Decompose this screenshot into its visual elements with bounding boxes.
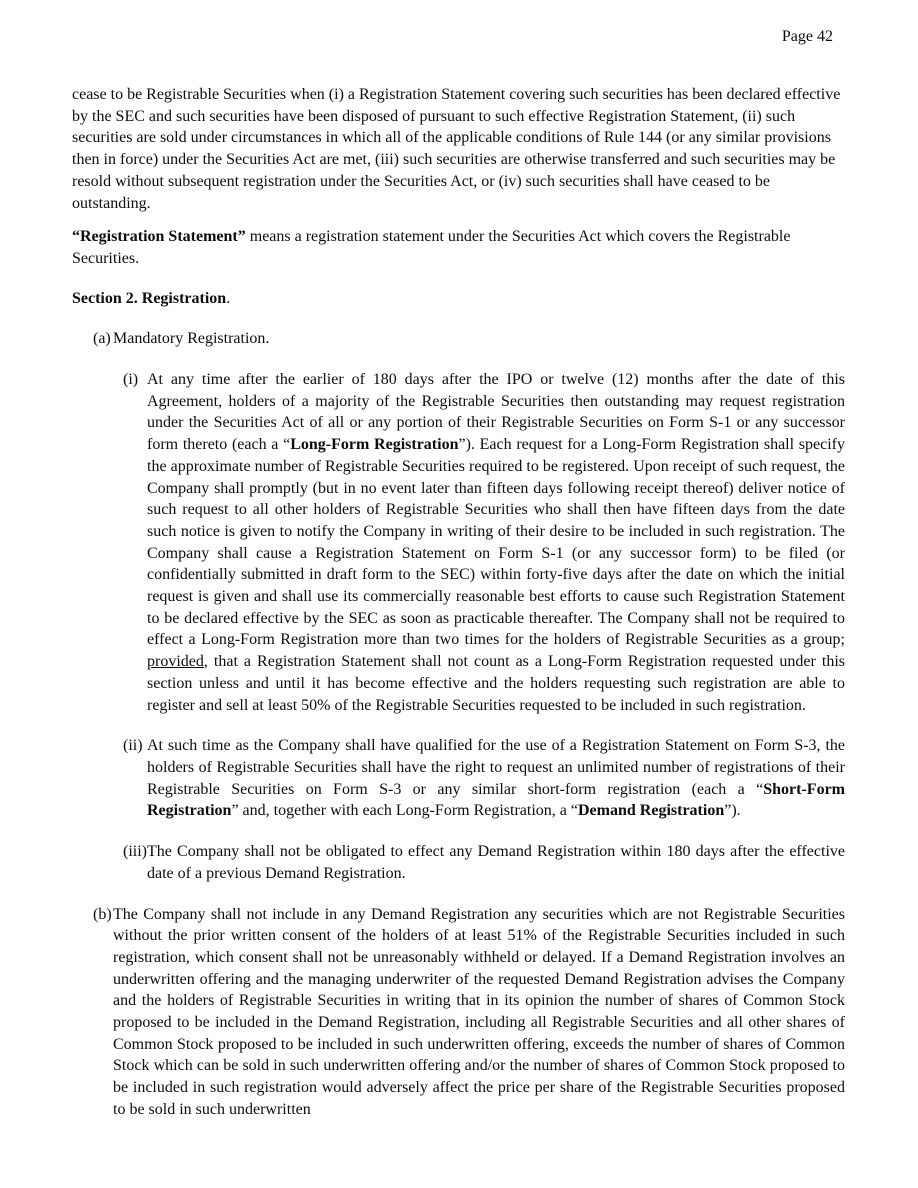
list-marker-a-i: (i) <box>123 371 139 389</box>
list-marker-a: (a) <box>93 330 111 348</box>
list-marker-b: (b) <box>93 905 112 923</box>
definition-paragraph: “Registration Statement” means a registration statement under the Securities Act which covers the Registrable Securities. <box>72 228 791 267</box>
list-item-a-i-text: At any time after the earlier of 180 days after the IPO or twelve (12) months after the date of this Agreement, holders of a majority of the Registrable Securities then outstanding may request registration under the Securities Act of all or any portion of their Registrable Securities on Form S-1 or any successor form thereto (each a “Long-Form Registration”). Each request for a Long-Form Registration shall specify the approximate number of Registrable Securities required to be registered. Upon receipt of such request, the Company shall promptly (but in no event later than fifteen days following receipt thereof) deliver notice of such request to all other holders of Registrable Securities who shall then have fifteen days from the date such notice is given to notify the Company in writing of their desire to be included in such registration. The Company shall cause a Registration Statement on Form S-1 (or any successor form) to be filed (or confidentially submitted in draft form to the SEC) within forty-five days after the date on which the initial request is given and shall use its commercially reasonable best efforts to cause such Registration Statement to be declared effective by the SEC as soon as practicable thereafter. The Company shall not be required to effect a Long-Form Registration more than two times for the holders of Registrable Securities as a group; provided, that a Registration Statement shall not count as a Long-Form Registration requested under this section unless and until it has become effective and the holders requesting such registration are able to register and sell at least 50% of the Registrable Securities requested to be included in such registration. <box>147 371 845 714</box>
document-body <box>72 84 845 1140</box>
list-item-a-text: Mandatory Registration. <box>113 330 270 348</box>
list-item-a-iii <box>72 841 845 884</box>
list-item-a-i <box>72 369 845 716</box>
intro-paragraph: cease to be Registrable Securities when (i) a Registration Statement covering such securities has been declared effective by the SEC and such securities have been disposed of pursuant to such effective Registration Statement, (ii) such securities are sold under circumstances in which all of the applicable conditions of Rule 144 (or any similar provisions then in force) under the Securities Act are met, (iii) such securities are otherwise transferred and such securities may be resold without subsequent registration under the Securities Act, or (iv) such securities shall have ceased to be outstanding. <box>72 86 841 212</box>
page-number: Page 42 <box>781 28 833 45</box>
list-item-b <box>72 904 845 1121</box>
section-heading: Section 2. Registration. <box>72 289 231 307</box>
list-item-a-ii <box>72 735 845 822</box>
list-item-a-iii-text: The Company shall not be obligated to effect any Demand Registration within 180 days after the effective date of a previous Demand Registration. <box>147 843 845 882</box>
list-marker-a-ii: (ii) <box>123 737 143 755</box>
list-item-a <box>72 328 845 350</box>
list-marker-a-iii: (iii) <box>123 843 147 861</box>
list-item-a-ii-text: At such time as the Company shall have qualified for the use of a Registration Statement on Form S-3, the holders of Registrable Securities shall have the right to request an unlimited number of registrations of their Registrable Securities on Form S-3 or any similar short-form registration (each a “Short-Form Registration” and, together with each Long-Form Registration, a “Demand Registration”). <box>147 737 845 820</box>
list-item-b-text: The Company shall not include in any Demand Registration any securities which are not Registrable Securities without the prior written consent of the holders of at least 51% of the Registrable Securities included in such registration, which consent shall not be unreasonably withheld or delayed. If a Demand Registration involves an underwritten offering and the managing underwriter of the requested Demand Registration advises the Company and the holders of Registrable Securities in writing that in its opinion the number of shares of Common Stock proposed to be included in the Demand Registration, including all Registrable Securities and all other shares of Common Stock proposed to be included in such underwritten offering, exceeds the number of shares of Common Stock which can be sold in such underwritten offering and/or the number of shares of Common Stock proposed to be included in such registration would adversely affect the price per share of the Registrable Securities proposed to be sold in such underwritten <box>113 905 845 1118</box>
